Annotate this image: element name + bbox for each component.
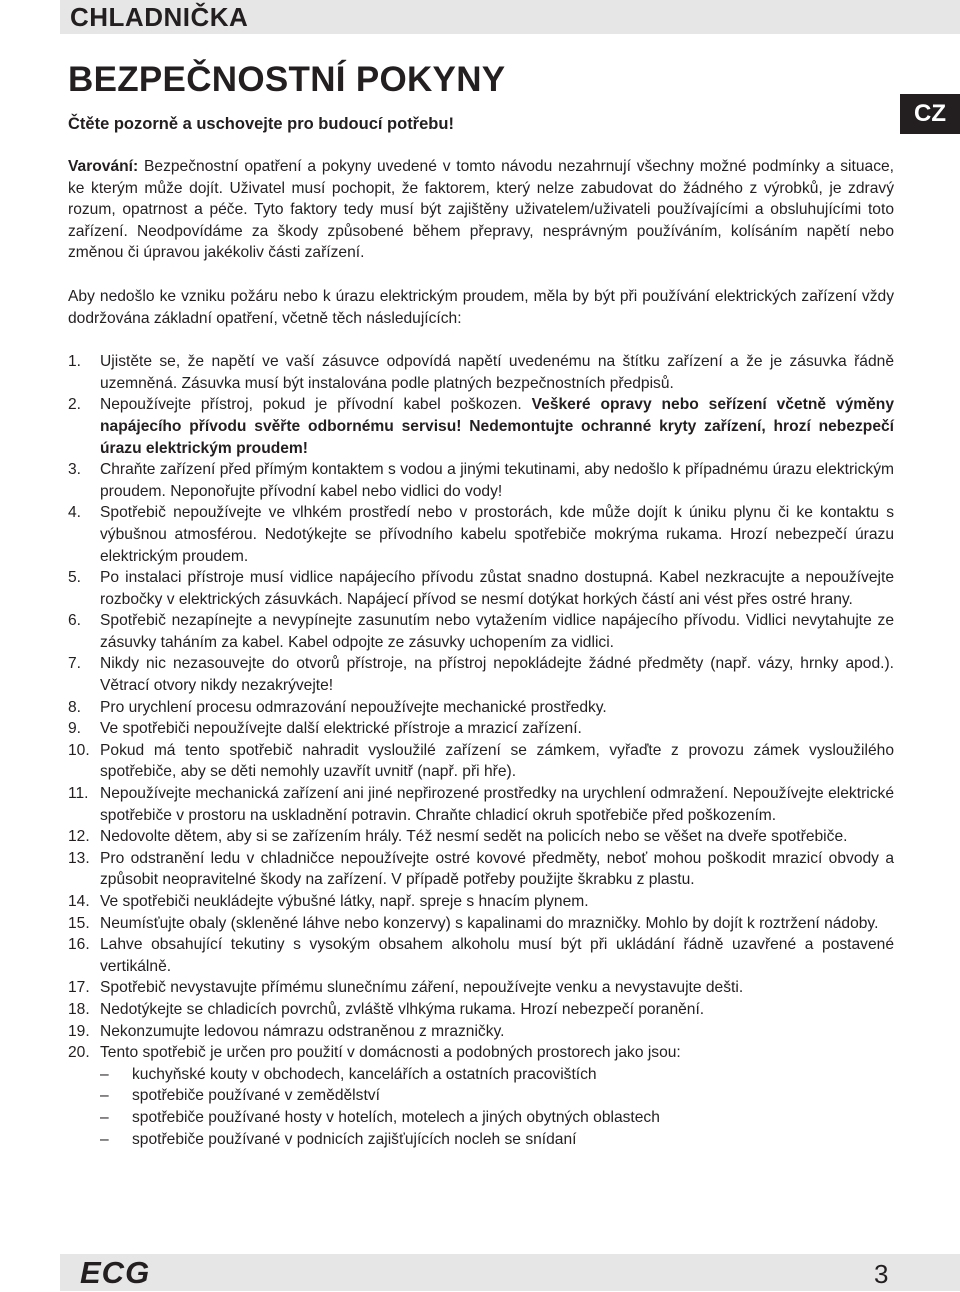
item-text: Pokud má tento spotřebič nahradit vysloužilé zařízení se zámkem, vyřaďte z provozu zámek vysloužilého spotřebiče, aby se děti nemohly uzavřít uvnitř (např. při hře). <box>100 741 894 781</box>
item-text: Spotřebič nepoužívejte ve vlhkém prostředí nebo v prostorách, kde může dojít k úniku plynu či ke kontaktu s výbušnou atmosférou. Nedotýkejte se přívodního kabelu spotřebiče mokrýma rukama. Hrozí nebezpečí úrazu elektrickým proudem. <box>100 504 894 565</box>
item-text: Nekonzumujte ledovou námrazu odstraněnou z mrazničky. <box>100 1022 505 1040</box>
item-number: 11. <box>68 785 89 803</box>
item-text: Pro urychlení procesu odmrazování nepoužívejte mechanické prostředky. <box>100 698 607 716</box>
item-number: 8. <box>68 698 82 716</box>
item-text: Spotřebič nezapínejte a nevypínejte zasunutím nebo vytažením vidlice napájecího přívodu. Vidlici nevytahujte ze zásuvky taháním za kabel. Kabel odpojte ze zásuvky uchopením za vidlici. <box>100 612 894 651</box>
item-number: 12. <box>68 828 90 846</box>
item-number: 20. <box>68 1044 90 1062</box>
list-item <box>68 783 894 826</box>
item-text: Lahve obsahující tekutiny s vysokým obsahem alkoholu musí být při ukládání řádně uzavřené a postavené vertikálně. <box>100 936 894 975</box>
item-text: Pro odstranění ledu v chladničce nepoužívejte ostré kovové předměty, neboť mohou poškodit mrazicí obvody a způsobit neopravitelné škody na zařízení. V případě potřeby použijte škrabku z plastu. <box>100 849 894 889</box>
list-item <box>68 1021 894 1043</box>
list-item <box>68 394 894 459</box>
warning-label: Varování: <box>68 158 139 175</box>
warning-paragraph <box>68 156 894 264</box>
list-item <box>100 1129 894 1151</box>
language-badge: CZ <box>900 94 960 134</box>
item-number: 10. <box>68 741 90 759</box>
list-item <box>68 567 894 610</box>
list-item <box>68 653 894 696</box>
item-text: Nikdy nic nezasouvejte do otvorů přístroje, na přístroj nepokládejte žádné předměty (např. vázy, hrnky apod.). Větrací otvory nikdy nezakrývejte! <box>100 655 894 695</box>
item-number: 18. <box>68 1000 90 1018</box>
page-title: BEZPEČNOSTNÍ POKYNY <box>68 60 506 99</box>
subtitle: Čtěte pozorně a uschovejte pro budoucí potřebu! <box>68 115 454 133</box>
item-text: Ve spotřebiči neukládejte výbušné látky, např. spreje s hnacím plynem. <box>100 893 589 910</box>
item-text: Nedovolte dětem, aby si se zařízením hrály. Též nesmí sedět na policích nebo se věšet na dveře spotřebiče. <box>100 828 848 846</box>
item-text: Nepoužívejte přístroj, pokud je přívodní kabel poškozen. <box>100 396 532 414</box>
item-text: Ujistěte se, že napětí ve vaší zásuvce odpovídá napětí uvedenému na štítku zařízení a že je zásuvka řádně uzemněná. Zásuvka musí být instalována podle platných bezpečnostních předpisů. <box>100 353 894 392</box>
section-title: CHLADNIČKA <box>70 2 249 32</box>
item-text: Po instalaci přístroje musí vidlice napájecího přívodu zůstat snadno dostupná. Kabel nezkracujte a nepoužívejte rozbočky v elektrických zásuvkách. Napájecí přívod se nesmí dotýkat horkých částí ani vést přes ostré hrany. <box>100 569 894 608</box>
dash-bullet: – <box>100 1108 109 1126</box>
item-text: Neumísťujte obaly (skleněné láhve nebo konzervy) s kapalinami do mrazničky. Mohlo by dojít k roztržení nádoby. <box>100 914 879 932</box>
item-number: 4. <box>68 504 82 522</box>
list-item <box>68 697 894 719</box>
item-number: 19. <box>68 1022 90 1040</box>
item-number: 15. <box>68 914 90 932</box>
item-text: spotřebiče používané v zemědělství <box>132 1087 380 1105</box>
intro-paragraph: Aby nedošlo ke vzniku požáru nebo k úrazu elektrickým proudem, měla by být při používání elektrických zařízení vždy dodržována základní opatření, včetně těch následujících: <box>68 287 894 327</box>
item-text: Nedotýkejte se chladicích povrchů, zvláště vlhkýma rukama. Hrozí nebezpečí poranění. <box>100 1000 705 1018</box>
item-text: Spotřebič nevystavujte přímému slunečnímu záření, nepoužívejte venku a nevystavujte dešti. <box>100 979 744 997</box>
item-number: 13. <box>68 849 90 867</box>
list-item <box>100 1085 894 1107</box>
item-text: Chraňte zařízení před přímým kontaktem s vodou a jinými tekutinami, aby nedošlo k případnému úrazu elektrickým proudem. Neponořujte přívodní kabel nebo vidlici do vody! <box>100 461 894 500</box>
dash-bullet: – <box>100 1087 109 1105</box>
item-text: kuchyňské kouty v obchodech, kancelářích a ostatních pracovištích <box>132 1065 597 1083</box>
list-item <box>68 977 894 999</box>
item-number: 5. <box>68 569 82 587</box>
list-item <box>68 891 894 913</box>
item-number: 2. <box>68 396 82 414</box>
warning-text: Bezpečnostní opatření a pokyny uvedené v tomto návodu nezahrnují všechny možné podmínky a situace, ke kterým může dojít. Uživatel musí pochopit, že faktorem, který nelze zabudovat do žádného z výrobků, je zdravý rozum, opatrnost a péče. Tyto faktory tedy musí být zajištěny uživatelem/uživateli používajícími a obsluhujícími toto zařízení. Neodpovídáme za škody způsobené během přepravy, nesprávným používáním, kolísáním napětí nebo změnou či úpravou jakékoliv části zařízení. <box>68 158 894 262</box>
dash-bullet: – <box>100 1130 109 1148</box>
list-item <box>68 502 894 567</box>
list-item <box>68 848 894 891</box>
list-item <box>100 1107 894 1129</box>
item-text: spotřebiče používané hosty v hotelích, motelech a jiných obytných oblastech <box>132 1108 660 1126</box>
item-number: 3. <box>68 461 82 479</box>
list-item <box>68 351 894 394</box>
list-item <box>68 999 894 1021</box>
brand-logo: ECG <box>80 1255 151 1290</box>
item-number: 9. <box>68 720 82 738</box>
item-bold-text: Veškeré opravy nebo seřízení včetně výměny napájecího přívodu svěřte odbornému servisu! Nedemontujte ochranné kryty zařízení, hrozí nebezpečí úrazu elektrickým proudem! <box>100 396 894 457</box>
item-number: 7. <box>68 655 82 673</box>
item-number: 6. <box>68 612 82 630</box>
item-number: 14. <box>68 893 90 910</box>
list-item <box>68 718 894 740</box>
item-number: 16. <box>68 936 90 954</box>
item-number: 1. <box>68 353 82 371</box>
list-item <box>68 459 894 502</box>
page-number: 3 <box>874 1259 889 1289</box>
list-item <box>68 826 894 848</box>
list-item <box>100 1064 894 1086</box>
usage-locations-list <box>100 1064 894 1150</box>
document-body <box>68 58 894 1150</box>
dash-bullet: – <box>100 1065 109 1083</box>
item-text: Nepoužívejte mechanická zařízení ani jiné nepřirozené prostředky na urychlení odmražení. Nepoužívejte elektrické spotřebiče v prostoru na uskladnění potravin. Chraňte chladicí okruh spotřebiče před poškozením. <box>100 785 894 824</box>
item-text: Tento spotřebič je určen pro použití v domácnosti a podobných prostorech jako jsou: <box>100 1044 681 1062</box>
list-item <box>68 740 894 783</box>
item-number: 17. <box>68 979 90 997</box>
item-text: Ve spotřebiči nepoužívejte další elektrické přístroje a mrazicí zařízení. <box>100 720 582 738</box>
item-text: spotřebiče používané v podnicích zajišťujících nocleh se snídaní <box>132 1130 577 1148</box>
safety-rules-list <box>68 351 894 1150</box>
list-item <box>68 913 894 935</box>
list-item <box>68 610 894 653</box>
list-item <box>68 934 894 977</box>
list-item <box>68 1042 894 1150</box>
footer-bar <box>60 1254 960 1291</box>
